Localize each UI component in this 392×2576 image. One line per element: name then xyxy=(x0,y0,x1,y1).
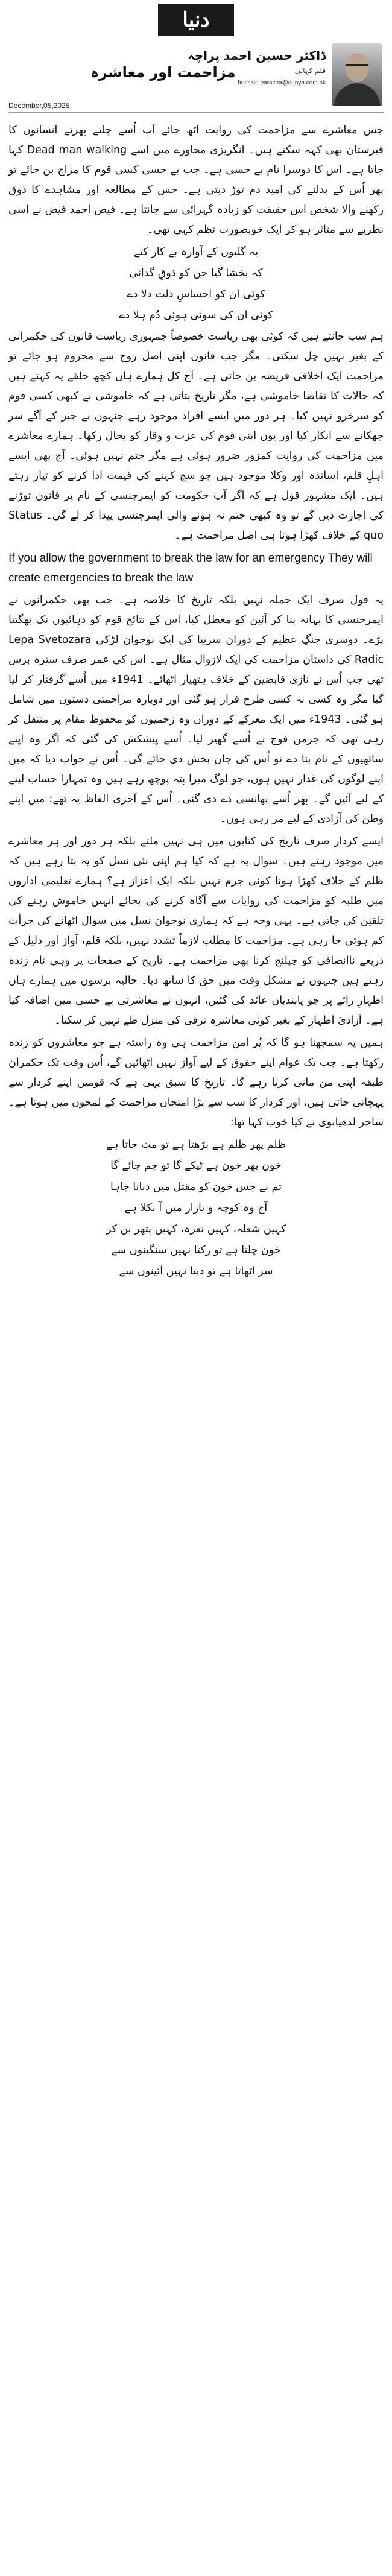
newspaper-logo: دنیا xyxy=(158,4,234,36)
column-name: قلم کہانی xyxy=(294,66,326,75)
article-paragraph: ایسے کردار صرف تاریخ کی کتابوں میں ہی نہیں ملتے بلکہ ہر دور اور ہر معاشرے میں موجود رہتے ہیں۔ سوال یہ ہے کہ کیا ہم اپنی نئی نسل کو یہ بتا رہے ہیں کہ ظلم کے خلاف کھڑا ہونا کوئی جرم نہیں بلکہ ایک اعزاز ہے؟ ہمارے تعلیمی اداروں میں طلبہ کو مزاحمت کی روایات سے آگاہ کرنے کی بجائے انہیں خاموش رہنے کی تلقین کی جاتی ہے۔ یہی وجہ ہے کہ ہماری نوجوان نسل میں سوال اٹھانے کی جرأت کم ہوتی جا رہی ہے۔ مزاحمت کا مطلب لازماً تشدد نہیں، بلکہ قلم، آواز اور دلیل کے ذریعے ناانصافی کو چیلنج کرنا بھی مزاحمت ہے۔ تاریخ کے صفحات پر وہی نام زندہ رہتے ہیں جنہوں نے مشکل وقت میں حق کا ساتھ دیا۔ حالیہ برسوں میں ہمارے ہاں اظہارِ رائے پر جو پابندیاں عائد کی گئیں، انہوں نے معاشرتی بے حسی میں اضافہ کیا ہے۔ آزادیٔ اظہار کے بغیر کوئی معاشرہ ترقی کی منزل طے نہیں کر سکتا۔ xyxy=(8,835,384,1027)
verse-line: تم نے جس خون کو مقتل میں دبانا چاہا xyxy=(110,1181,282,1193)
author-email[interactable]: hussain.paracha@dunya.com.pk xyxy=(238,80,326,86)
article-body xyxy=(8,121,384,1283)
author-name: ڈاکٹر حسین احمد پراچہ xyxy=(188,48,326,63)
verse-line: کوئی ان کو احساسِ ذلت دلا دے xyxy=(127,288,265,300)
article-paragraph: جس معاشرے سے مزاحمت کی روایت اٹھ جائے آپ اُسے چلتے پھرتے انسانوں کا قبرستان بھی کہہ سکتے ہیں۔ انگریزی محاورے میں اسے Dead man walking کہا جاتا ہے۔ اس کا دوسرا نام بے حسی ہے۔ جب بے حسی کسی قوم کا مزاج بن جائے تو پھر اُس کے بدلنے کی امید دم توڑ دیتی ہے۔ جس کے مطالعہ اور مشاہدے کا ذوق رکھنے والا شخص اس حقیقت کو زیادہ گہرائی سے جانتا ہے۔ فیض احمد فیض نے اسی نظریے سے متاثر ہو کر ایک خوبصورت نظم کہی تھی۔ xyxy=(8,124,384,236)
article-paragraph: یہ قول صرف ایک جملہ نہیں بلکہ تاریخ کا خلاصہ ہے۔ جب بھی حکمرانوں نے ایمرجنسی کا بہانہ بنا کر آئین کو معطل کیا، اس کے نتائج قوم کو دہائیوں تک بھگتنا پڑے۔ دوسری جنگِ عظیم کے دوران سربیا کی ایک نوجوان لڑکی Lepa Svetozara Radic کی داستان مزاحمت کی ایک لازوال مثال ہے۔ اس کی عمر صرف سترہ برس تھی جب اُس نے نازی قابضین کے خلاف ہتھیار اٹھائے۔ 1941ء میں اُسے گرفتار کر لیا گیا مگر وہ کسی نہ کسی طرح فرار ہو گئی اور دوبارہ مزاحمتی دستوں میں شامل ہو گئی۔ 1943ء میں ایک معرکے کے دوران وہ زخمیوں کو محفوظ مقام پر منتقل کر رہی تھی کہ جرمن فوج نے اُسے گھیر لیا۔ اُسے پیشکش کی گئی کہ اگر وہ اپنے ساتھیوں کے نام بتا دے تو اُس کی جان بخش دی جائے گی۔ اُس نے جواب دیا کہ میں اپنے لوگوں کی غدار نہیں ہوں، جو لوگ میرا پتہ پوچھ رہے ہیں وہ تمہارا حساب لینے کے لیے آئیں گے۔ پھر اُسے پھانسی دے دی گئی۔ اُس کے آخری الفاظ یہ تھے: میں اپنے وطن کی آزادی کے لیے مر رہی ہوں۔ xyxy=(8,594,384,825)
verse-line: یہ گلیوں کے آوارہ بے کار کتے xyxy=(133,246,259,258)
verse-line: خون چلتا ہے تو رکتا نہیں سنگینوں سے xyxy=(111,1244,281,1256)
verse-line: خون پھر خون ہے ٹپکے گا تو جم جائے گا xyxy=(110,1160,282,1172)
header-divider xyxy=(8,112,384,113)
publish-date: December,05,2025 xyxy=(8,101,70,110)
verse-line: آج وہ کوچہ و بازار میں آ نکلا ہے xyxy=(124,1202,268,1214)
column-header xyxy=(0,43,392,116)
verse-line: ظلم پھر ظلم ہے بڑھتا ہے تو مٹ جاتا ہے xyxy=(106,1139,286,1151)
masthead xyxy=(0,0,392,39)
author-glasses xyxy=(346,64,368,71)
verse-line: کہ بخشا گیا جن کو ذوقِ گدائی xyxy=(129,267,263,279)
verse-line: سر اٹھاتا ہے تو دبتا نہیں آئینوں سے xyxy=(119,1265,273,1277)
verse-line: کوئی ان کی سوئی ہوئی دُم ہلا دے xyxy=(119,309,273,321)
author-shoulders xyxy=(334,83,380,106)
verse-line: کہیں شعلہ، کہیں نعرہ، کہیں پتھر بن کر xyxy=(106,1223,286,1235)
english-quote: If you allow the government to break the law for an emergency They will create emergencies to break the law xyxy=(8,552,373,584)
author-photo xyxy=(332,43,382,106)
article-paragraph: ہمیں یہ سمجھنا ہو گا کہ پُر امن مزاحمت ہی وہ راستہ ہے جو معاشروں کو زندہ رکھتا ہے۔ جب تک عوام اپنے حقوق کے لیے آواز نہیں اٹھائیں گے، اُس وقت تک حکمران طبقہ اپنی من مانی کرتا رہے گا۔ تاریخ کا سبق یہی ہے کہ قومیں اپنے کردار سے پہچانی جاتی ہیں، اور کردار کا سب سے بڑا امتحان مزاحمت کے لمحوں میں ہوتا ہے۔ ساحر لدھیانوی نے کیا خوب کہا تھا: xyxy=(8,1037,384,1128)
column-title: مزاحمت اور معاشرہ xyxy=(90,64,236,81)
article-paragraph: ہم سب جانتے ہیں کہ کوئی بھی ریاست خصوصاً جمہوری ریاست قانون کی حکمرانی کے بغیر نہیں چل سکتی۔ مگر جب قانون اپنی اصل روح سے محروم ہو جائے تو مزاحمت ایک اخلاقی فریضہ بن جاتی ہے۔ آج کل ہمارے ہاں کچھ حلقے یہ کہتے ہیں کہ حالات کا تقاضا خاموشی ہے، مگر تاریخ بتاتی ہے کہ خاموشی نے کبھی کسی قوم کو سرخرو نہیں کیا۔ ہر دور میں ایسے افراد موجود رہے جنہوں نے جبر کے آگے سر جھکانے سے انکار کیا اور یوں اپنی قوم کی عزت و وقار کو بحال رکھا۔ ہمارے معاشرے میں مزاحمت کی روایت کمزور ضرور ہوئی ہے مگر ختم نہیں ہوئی۔ آج بھی ایسے اہلِ قلم، اساتذہ اور وکلا موجود ہیں جو سچ کہنے کی قیمت ادا کرنے کو تیار رہتے ہیں۔ ایک مشہور قول ہے کہ اگر آپ حکومت کو ایمرجنسی کے نام پر قانون توڑنے کی اجازت دیں گے تو وہ کبھی ختم نہ ہونے والی ایمرجنسی پیدا کر لے گی۔ Status quo کے خلاف کھڑا ہونا ہی اصل مزاحمت ہے۔ xyxy=(8,331,384,542)
